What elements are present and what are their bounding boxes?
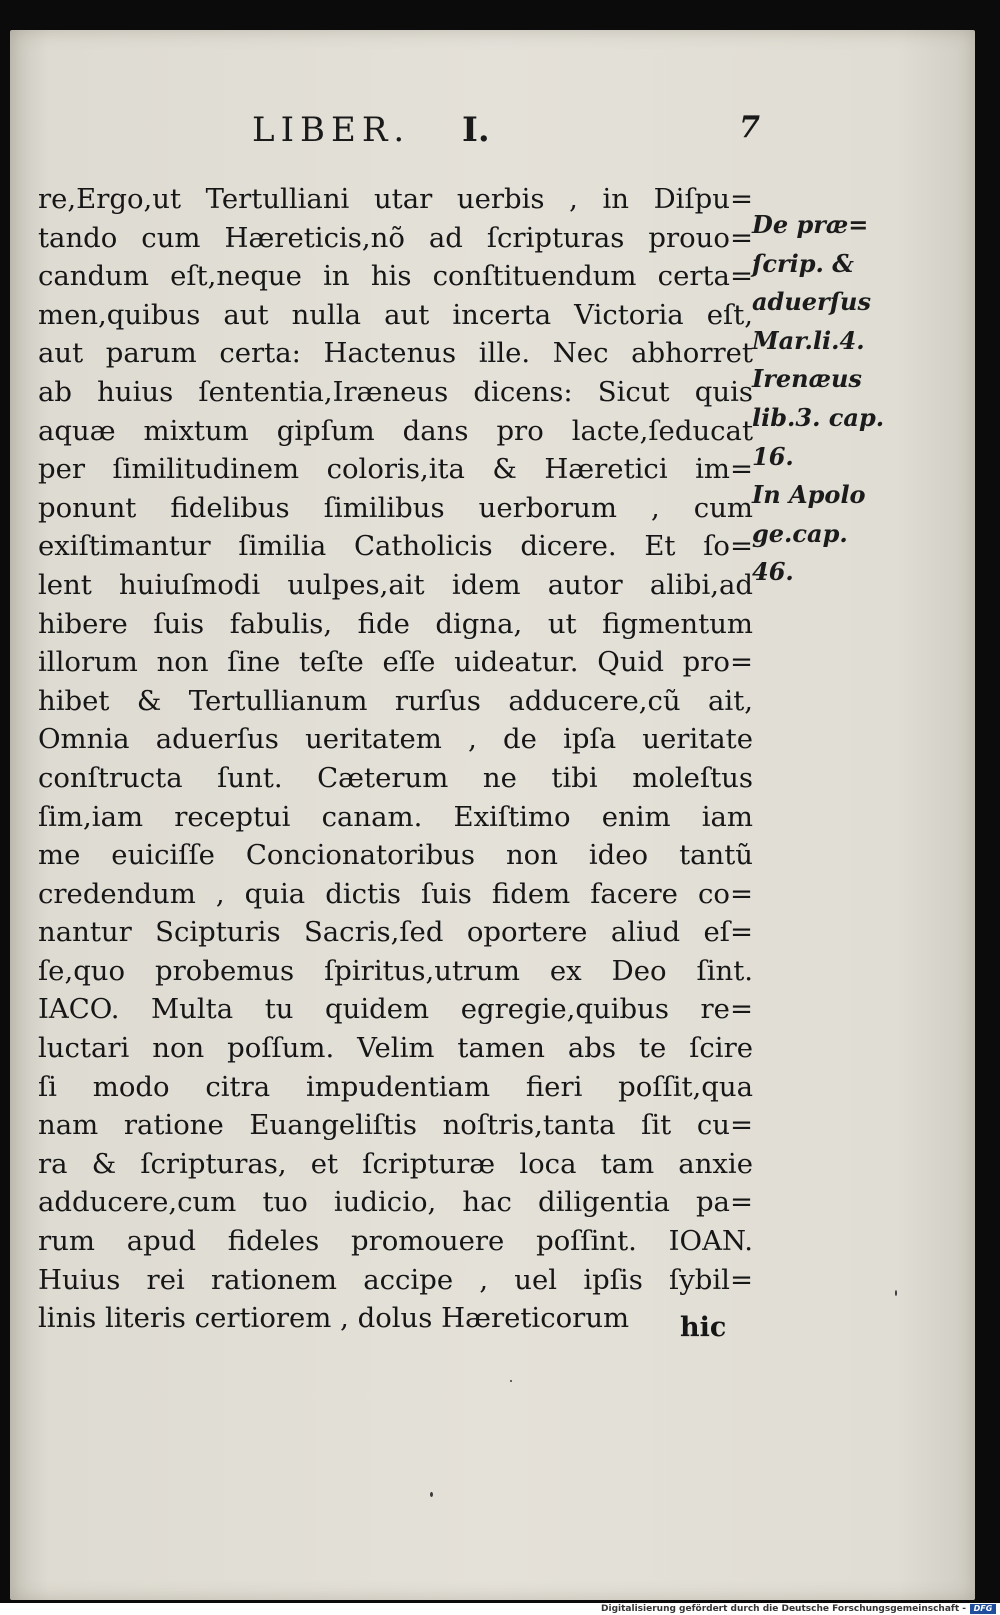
text-line: re,Ergo,ut Tertulliani utar uerbis , in Diſpu= — [38, 183, 753, 215]
marginal-note: Mar.li.4. — [752, 325, 865, 355]
marginal-notes — [752, 206, 902, 592]
page-number: 7 — [739, 110, 760, 145]
body-text — [38, 180, 753, 1338]
text-line: exiſtimantur ſimilia Catholicis dicere. Et ſo= — [38, 530, 753, 563]
text-line: ponunt fidelibus ſimilibus uerborum , cum — [38, 491, 753, 524]
text-line: candum eſt,neque in his conſtituendum certa= — [38, 260, 753, 293]
book-number: I. — [462, 110, 490, 150]
marginal-note: De præ= — [752, 210, 869, 239]
text-line: conſtructa ſunt. Cæterum ne tibi moleſtus — [38, 761, 753, 794]
text-line: nam ratione Euangeliſtis noſtris,tanta ſit cu= — [38, 1109, 753, 1142]
marginal-note: ſcrip. & — [752, 248, 854, 278]
text-line: adducere,cum tuo iudicio, hac diligentia pa= — [38, 1186, 753, 1219]
marginal-note: 46. — [752, 557, 794, 587]
catchword: hic — [680, 1312, 727, 1343]
text-line: tando cum Hæreticis,nõ ad ſcripturas prouo= — [38, 221, 753, 254]
text-line: per ſimilitudinem coloris,ita & Hæretici im= — [38, 453, 753, 486]
marginal-note: lib.3. cap. — [752, 402, 885, 432]
text-line: ab huius ſententia,Iræneus dicens: Sicut quis — [38, 375, 753, 408]
text-line: Omnia aduerſus ueritatem , de ipſa ueritate — [38, 723, 753, 756]
marginal-note: Irenæus — [752, 364, 862, 394]
text-line: nantur Scipturis Sacris,ſed oportere aliud eſ= — [38, 916, 753, 949]
text-line: credendum , quia dictis ſuis fidem facere co= — [38, 877, 753, 910]
text-line: hibet & Tertullianum rurſus adducere,cũ ait, — [38, 684, 753, 717]
running-title: LIBER. — [252, 110, 411, 150]
footer-bar — [0, 1603, 1000, 1615]
text-line: Huius rei rationem accipe , uel ipſis ſybil= — [38, 1263, 753, 1296]
text-line: men,quibus aut nulla aut incerta Victoria eſt, — [38, 298, 753, 331]
text-line: illorum non ſine teſte eſſe uideatur. Quid pro= — [38, 646, 753, 679]
marginal-note: 16. — [752, 441, 794, 471]
text-line: ra & ſcripturas, et ſcripturæ loca tam anxie — [38, 1147, 753, 1180]
text-line: lent huiuſmodi uulpes,ait idem autor alibi,ad — [38, 568, 753, 601]
text-line: rum apud fideles promouere poſſint. IOAN. — [38, 1225, 753, 1258]
marginal-note: In Apolo — [752, 480, 866, 510]
text-line: IACO. Multa tu quidem egregie,quibus re= — [38, 993, 753, 1026]
marginal-note: ge.cap. — [752, 518, 848, 548]
marginal-note: aduerſus — [752, 287, 871, 317]
text-line: aquæ mixtum gipſum dans pro lacte,ſeducat — [38, 414, 753, 447]
text-line: ſi modo citra impudentiam fieri poſſit,qua — [38, 1070, 753, 1103]
digitization-credit: Digitalisierung gefördert durch die Deutsche Forschungsgemeinschaft - — [601, 1604, 966, 1614]
text-line: ſim,iam receptui canam. Exiſtimo enim iam — [38, 800, 753, 833]
running-head — [240, 110, 760, 160]
text-line: linis literis certiorem , dolus Hæreticorum — [38, 1302, 630, 1335]
text-line: aut parum certa: Hactenus ille. Nec abhorret — [38, 337, 753, 370]
text-line: hibere ſuis fabulis, fide digna, ut figmentum — [38, 607, 753, 640]
book-page — [10, 30, 975, 1600]
dfg-logo-icon: DFG — [970, 1604, 996, 1614]
text-line: luctari non poſſum. Velim tamen abs te ſcire — [38, 1032, 753, 1065]
text-line: ſe,quo probemus ſpiritus,utrum ex Deo ſint. — [38, 954, 753, 987]
text-line: me euiciſſe Concionatoribus non ideo tantũ — [38, 839, 753, 872]
